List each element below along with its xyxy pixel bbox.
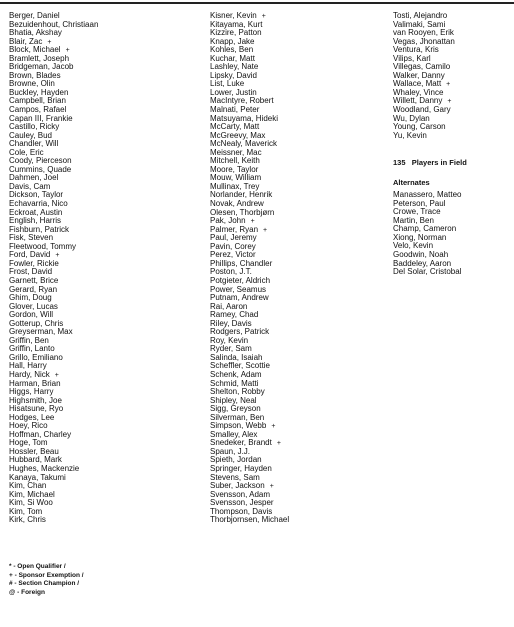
player-name-text: Springer, Hayden — [210, 463, 272, 473]
player-name — [210, 516, 390, 525]
players-count: 135 — [393, 158, 406, 168]
player-column-2 — [210, 12, 390, 525]
player-name-text: Villegas, Camilo — [393, 62, 451, 72]
legend-foreign: @ - Foreign — [9, 588, 45, 596]
player-name-text: Bhatia, Akshay — [9, 28, 62, 38]
player-name-text: Hoge, Tom — [9, 438, 48, 448]
player-name-text: Berger, Daniel — [9, 11, 60, 20]
player-name-text: Kisner, Kevin — [210, 11, 257, 20]
player-name-text: Mitchell, Keith — [210, 156, 260, 166]
player-name-text: Shipley, Neal — [210, 395, 257, 405]
player-name-text: Poston, J.T. — [210, 267, 252, 277]
alternate-name: Manassero, Matteo — [393, 190, 462, 200]
player-name-text: Hoey, Rico — [9, 421, 48, 431]
player-name-text: Smalley, Alex — [210, 429, 258, 439]
player-name-text: Hubbard, Mark — [9, 455, 62, 465]
player-name-text: Davis, Cam — [9, 181, 51, 191]
player-name-text: Griffin, Ben — [9, 335, 49, 345]
legend-open-qualifier: * - Open Qualifier / — [9, 563, 66, 570]
player-name-text: Vilips, Karl — [393, 53, 431, 63]
player-name-text: Kuchar, Matt — [210, 53, 255, 63]
player-name-text: Frost, David — [9, 267, 53, 277]
player-name-text: Hardy, Nick — [9, 369, 50, 379]
top-rule — [0, 2, 514, 4]
player-name-text: Kitayama, Kurt — [210, 19, 263, 29]
player-name-text: Lipsky, David — [210, 70, 257, 80]
player-name-text: Novak, Andrew — [210, 199, 264, 209]
player-name-text: Garnett, Brice — [9, 275, 59, 285]
player-name-text: Malnati, Peter — [210, 105, 260, 115]
player-name-text: Stevens, Sam — [210, 472, 260, 482]
player-name-text: Buckley, Hayden — [9, 87, 69, 97]
player-name-text: Kirk, Chris — [9, 515, 46, 525]
player-name-text: Salinda, Isaiah — [210, 352, 263, 362]
sponsor-exemption-mark: + — [65, 47, 70, 55]
player-name-text: Roy, Kevin — [210, 335, 249, 345]
player-name-text: MacIntyre, Robert — [210, 96, 274, 106]
player-name-text: Young, Carson — [393, 122, 446, 132]
player-name-text: Scheffler, Scottie — [210, 361, 270, 371]
player-name-text: Ramey, Chad — [210, 310, 259, 320]
player-name-text: Woodland, Gary — [393, 105, 451, 115]
alternate-name: Crowe, Trace — [393, 207, 441, 217]
player-name-text: Gordon, Will — [9, 310, 54, 320]
alternate-name: Goodwin, Noah — [393, 250, 449, 260]
player-name-text: Harman, Brian — [9, 378, 61, 388]
sponsor-exemption-mark: + — [54, 371, 59, 379]
player-name-text: Spieth, Jordan — [210, 455, 262, 465]
player-name-text: Riley, Davis — [210, 318, 252, 328]
alternate-name: Martin, Ben — [393, 215, 434, 225]
player-name-text: Brown, Blades — [9, 70, 61, 80]
player-name-text: Kim, Chan — [9, 481, 47, 491]
player-name-text: Browne, Olin — [9, 79, 55, 89]
player-name-text: Campbell, Brian — [9, 96, 66, 106]
player-name-text: Matsuyama, Hideki — [210, 113, 279, 123]
player-name-text: Lashley, Nate — [210, 62, 259, 72]
players-in-field — [393, 158, 511, 168]
sponsor-exemption-mark: + — [446, 81, 451, 89]
player-name-text: Tosti, Alejandro — [393, 11, 448, 20]
alternate-name: Xiong, Norman — [393, 232, 447, 242]
player-name-text: Ventura, Kris — [393, 45, 439, 55]
player-name-text: Svensson, Adam — [210, 489, 271, 499]
player-name-text: Castillo, Ricky — [9, 122, 60, 132]
player-name-text: Kanaya, Takumi — [9, 472, 66, 482]
player-name — [393, 132, 511, 141]
player-name-text: Ford, David — [9, 250, 51, 260]
player-name-text: McGreevy, Max — [210, 130, 266, 140]
player-name-text: Cauley, Bud — [9, 130, 52, 140]
player-name-text: Bezuidenhout, Christiaan — [9, 19, 99, 29]
player-name-text: Kim, Michael — [9, 489, 55, 499]
player-name-text: Mullinax, Trey — [210, 181, 260, 191]
player-name-text: Meissner, Mac — [210, 147, 262, 157]
player-name-text: Spaun, J.J. — [210, 446, 251, 456]
player-name-text: Dickson, Taylor — [9, 190, 64, 200]
player-name-text: Ghim, Doug — [9, 293, 52, 303]
player-list-3 — [393, 12, 511, 140]
player-name-text: Yu, Kevin — [393, 130, 427, 140]
player-name-text: van Rooyen, Erik — [393, 28, 454, 38]
alternate-name: Velo, Kevin — [393, 241, 434, 251]
player-name-text: Schmid, Matti — [210, 378, 259, 388]
player-name-text: Hisatsune, Ryo — [9, 404, 64, 414]
alternates-list — [393, 191, 511, 276]
sponsor-exemption-mark: + — [447, 98, 452, 106]
player-name-text: Coody, Pierceson — [9, 156, 72, 166]
player-name-text: Block, Michael — [9, 45, 61, 55]
player-name-text: Phillips, Chandler — [210, 258, 273, 268]
player-name-text: Mouw, William — [210, 173, 262, 183]
player-name-text: Hoffman, Charley — [9, 429, 72, 439]
legend — [9, 563, 84, 597]
player-name-text: Capan III, Frankie — [9, 113, 73, 123]
player-name-text: Bridgeman, Jacob — [9, 62, 74, 72]
player-name-text: Glover, Lucas — [9, 301, 58, 311]
player-name-text: Palmer, Ryan — [210, 224, 259, 234]
player-name-text: Whaley, Vince — [393, 87, 444, 97]
player-name-text: Ryder, Sam — [210, 344, 252, 354]
player-name-text: Knapp, Jake — [210, 36, 255, 46]
player-name-text: Rodgers, Patrick — [210, 327, 270, 337]
player-name-text: Chandler, Will — [9, 139, 59, 149]
player-name-text: Suber, Jackson — [210, 481, 265, 491]
player-name-text: Thompson, Davis — [210, 506, 273, 516]
player-name-text: Griffin, Lanto — [9, 344, 55, 354]
player-name-text: Putnam, Andrew — [210, 293, 269, 303]
player-name-text: Wu, Dylan — [393, 113, 430, 123]
player-name-text: Paul, Jeremy — [210, 233, 257, 243]
player-name-text: Rai, Aaron — [210, 301, 248, 311]
player-name-text: Kim, Tom — [9, 506, 43, 516]
player-name-text: Hughes, Mackenzie — [9, 463, 80, 473]
alternate-name: Champ, Cameron — [393, 224, 457, 234]
player-name-text: Higgs, Harry — [9, 387, 54, 397]
player-name — [9, 516, 199, 525]
player-name-text: Thorbjornsen, Michael — [210, 515, 290, 525]
player-name-text: Fishburn, Patrick — [9, 224, 70, 234]
player-name-text: Fowler, Rickie — [9, 258, 59, 268]
player-name-text: English, Harris — [9, 216, 62, 226]
player-name-text: Campos, Rafael — [9, 105, 67, 115]
alternate-name: Del Solar, Cristobal — [393, 267, 462, 277]
player-name-text: Olesen, Thorbjørn — [210, 207, 275, 217]
alternate-name: Peterson, Paul — [393, 198, 446, 208]
player-name-text: Norlander, Henrik — [210, 190, 273, 200]
player-name-text: Dahmen, Joel — [9, 173, 59, 183]
player-name-text: Hossler, Beau — [9, 446, 59, 456]
player-name-text: Eckroat, Austin — [9, 207, 63, 217]
player-name-text: Valimaki, Sami — [393, 19, 446, 29]
sponsor-exemption-mark: + — [261, 13, 266, 20]
player-name-text: Vegas, Jhonattan — [393, 36, 455, 46]
player-name-text: Cummins, Quade — [9, 164, 72, 174]
player-name-text: Silverman, Ben — [210, 412, 265, 422]
player-name-text: Hodges, Lee — [9, 412, 55, 422]
player-name-text: McNealy, Maverick — [210, 139, 277, 149]
player-name-text: Grillo, Emiliano — [9, 352, 63, 362]
player-name-text: Svensson, Jesper — [210, 498, 274, 508]
player-name-text: Echavarria, Nico — [9, 199, 68, 209]
player-name-text: Wallace, Matt — [393, 79, 442, 89]
player-name-text: Blair, Zac — [9, 36, 43, 46]
alternates-heading: Alternates — [393, 178, 430, 188]
player-name-text: McCarty, Matt — [210, 122, 260, 132]
player-name-text: Walker, Danny — [393, 70, 445, 80]
player-column-3 — [393, 12, 511, 277]
player-name-text: Gotterup, Chris — [9, 318, 64, 328]
player-name-text: Bramlett, Joseph — [9, 53, 70, 63]
legend-sponsor-exemption: + - Sponsor Exemption / — [9, 571, 84, 579]
alternate-name: Baddeley, Aaron — [393, 258, 452, 268]
sponsor-exemption-mark: + — [276, 440, 281, 448]
sponsor-exemption-mark: + — [269, 483, 274, 491]
sponsor-exemption-mark: + — [47, 38, 52, 46]
player-name-text: Hall, Harry — [9, 361, 47, 371]
player-name-text: Fleetwood, Tommy — [9, 241, 76, 251]
player-name-text: Sigg, Greyson — [210, 404, 261, 414]
player-name-text: List, Luke — [210, 79, 245, 89]
player-name-text: Kohles, Ben — [210, 45, 254, 55]
player-name-text: Highsmith, Joe — [9, 395, 62, 405]
player-name-text: Simpson, Webb — [210, 421, 267, 431]
player-name-text: Shelton, Robby — [210, 387, 265, 397]
player-name-text: Snedeker, Brandt — [210, 438, 272, 448]
player-name-text: Kizzire, Patton — [210, 28, 262, 38]
player-name-text: Cole, Eric — [9, 147, 44, 157]
player-name-text: Greyserman, Max — [9, 327, 73, 337]
player-name-text: Kim, Si Woo — [9, 498, 53, 508]
player-name-text: Schenk, Adam — [210, 369, 262, 379]
player-name-text: Lower, Justin — [210, 87, 257, 97]
player-name-text: Pak, John — [210, 216, 246, 226]
sponsor-exemption-mark: + — [271, 423, 276, 431]
sponsor-exemption-mark: + — [55, 252, 60, 260]
player-name-text: Pavin, Corey — [210, 241, 256, 251]
player-name-text: Perez, Victor — [210, 250, 256, 260]
player-name-text: Fisk, Steven — [9, 233, 54, 243]
legend-section-champion: # - Section Champion / — [9, 580, 80, 587]
player-name-text: Gerard, Ryan — [9, 284, 58, 294]
player-column-1 — [9, 12, 199, 525]
player-name-text: Moore, Taylor — [210, 164, 259, 174]
sponsor-exemption-mark: + — [250, 218, 255, 226]
players-label: Players in Field — [411, 158, 467, 168]
player-name-text: Power, Seamus — [210, 284, 267, 294]
sponsor-exemption-mark: + — [263, 226, 268, 234]
player-name-text: Willett, Danny — [393, 96, 443, 106]
player-name-text: Potgieter, Aldrich — [210, 275, 271, 285]
